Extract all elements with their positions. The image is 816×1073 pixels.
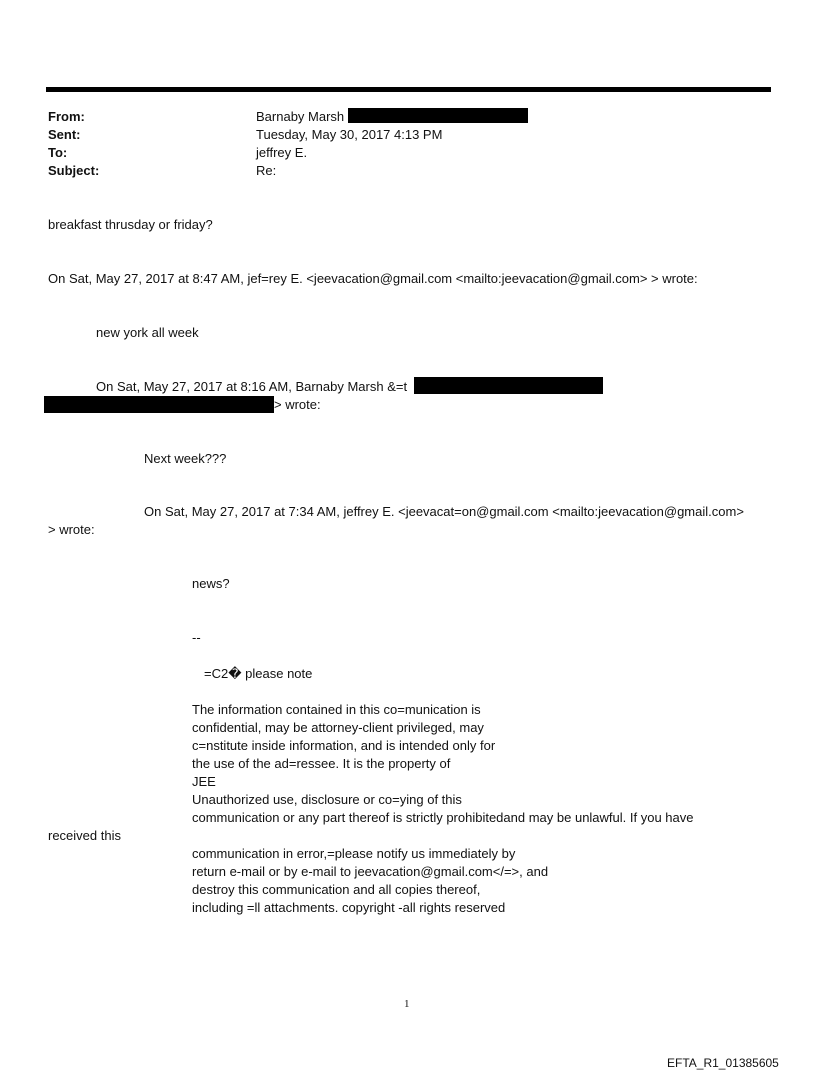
signature-note: =C2� please note — [204, 666, 313, 681]
sent-value: Tuesday, May 30, 2017 4:13 PM — [256, 127, 443, 142]
quote1-header: On Sat, May 27, 2017 at 8:47 AM, jef=rey E. <jeevacation@gmail.com <mailto:jeevacation@gmail.com> > wrote: — [48, 271, 698, 286]
redaction-quote2-email-a — [414, 377, 603, 394]
quote2-header: On Sat, May 27, 2017 at 8:16 AM, Barnaby Marsh &=t — [96, 379, 408, 394]
disclaimer-line: destroy this communication and all copies thereof, — [192, 882, 481, 897]
subject-label: Subject: — [48, 163, 100, 178]
disclaimer-line: communication or any part thereof is strictly prohibitedand may be unlawful. If you have — [192, 810, 694, 825]
to-value: jeffrey E. — [256, 145, 308, 160]
signature-dashes: -- — [192, 630, 201, 645]
disclaimer-line: JEE — [192, 774, 216, 789]
disclaimer-line: communication in error,=please notify us immediately by — [192, 846, 516, 861]
disclaimer-wrap: received this — [48, 828, 121, 843]
quote1-text: new york all week — [96, 325, 199, 340]
disclaimer-line: confidential, may be attorney-client privileged, may — [192, 720, 484, 735]
from-label: From: — [48, 109, 85, 124]
quote3-header: On Sat, May 27, 2017 at 7:34 AM, jeffrey E. <jeevacat=on@gmail.com <mailto:jeevacation@gmail.com> — [144, 504, 744, 519]
quote2-wrote: > wrote: — [274, 397, 321, 412]
quote3-wrote: > wrote: — [48, 522, 95, 537]
disclaimer-line: c=nstitute inside information, and is intended only for — [192, 738, 496, 753]
from-value: Barnaby Marsh — [256, 109, 345, 124]
redaction-from-email — [348, 108, 528, 123]
sent-label: Sent: — [48, 127, 81, 142]
subject-value: Re: — [256, 163, 277, 178]
bates-number: EFTA_R1_01385605 — [667, 1056, 779, 1070]
disclaimer-line: the use of the ad=ressee. It is the property of — [192, 756, 451, 771]
disclaimer-line: The information contained in this co=munication is — [192, 702, 481, 717]
page-number: 1 — [404, 998, 410, 1010]
quote2-text: Next week??? — [144, 451, 227, 466]
disclaimer-line: Unauthorized use, disclosure or co=ying of this — [192, 792, 462, 807]
to-label: To: — [48, 145, 68, 160]
message-line: breakfast thrusday or friday? — [48, 217, 213, 232]
disclaimer-line: return e-mail or by e-mail to jeevacation@gmail.com</=>, and — [192, 864, 549, 879]
disclaimer-line: including =ll attachments. copyright -all rights reserved — [192, 900, 506, 915]
redaction-quote2-email-b — [44, 396, 274, 413]
quote3-text: news? — [192, 576, 230, 591]
header-rule — [46, 87, 771, 92]
